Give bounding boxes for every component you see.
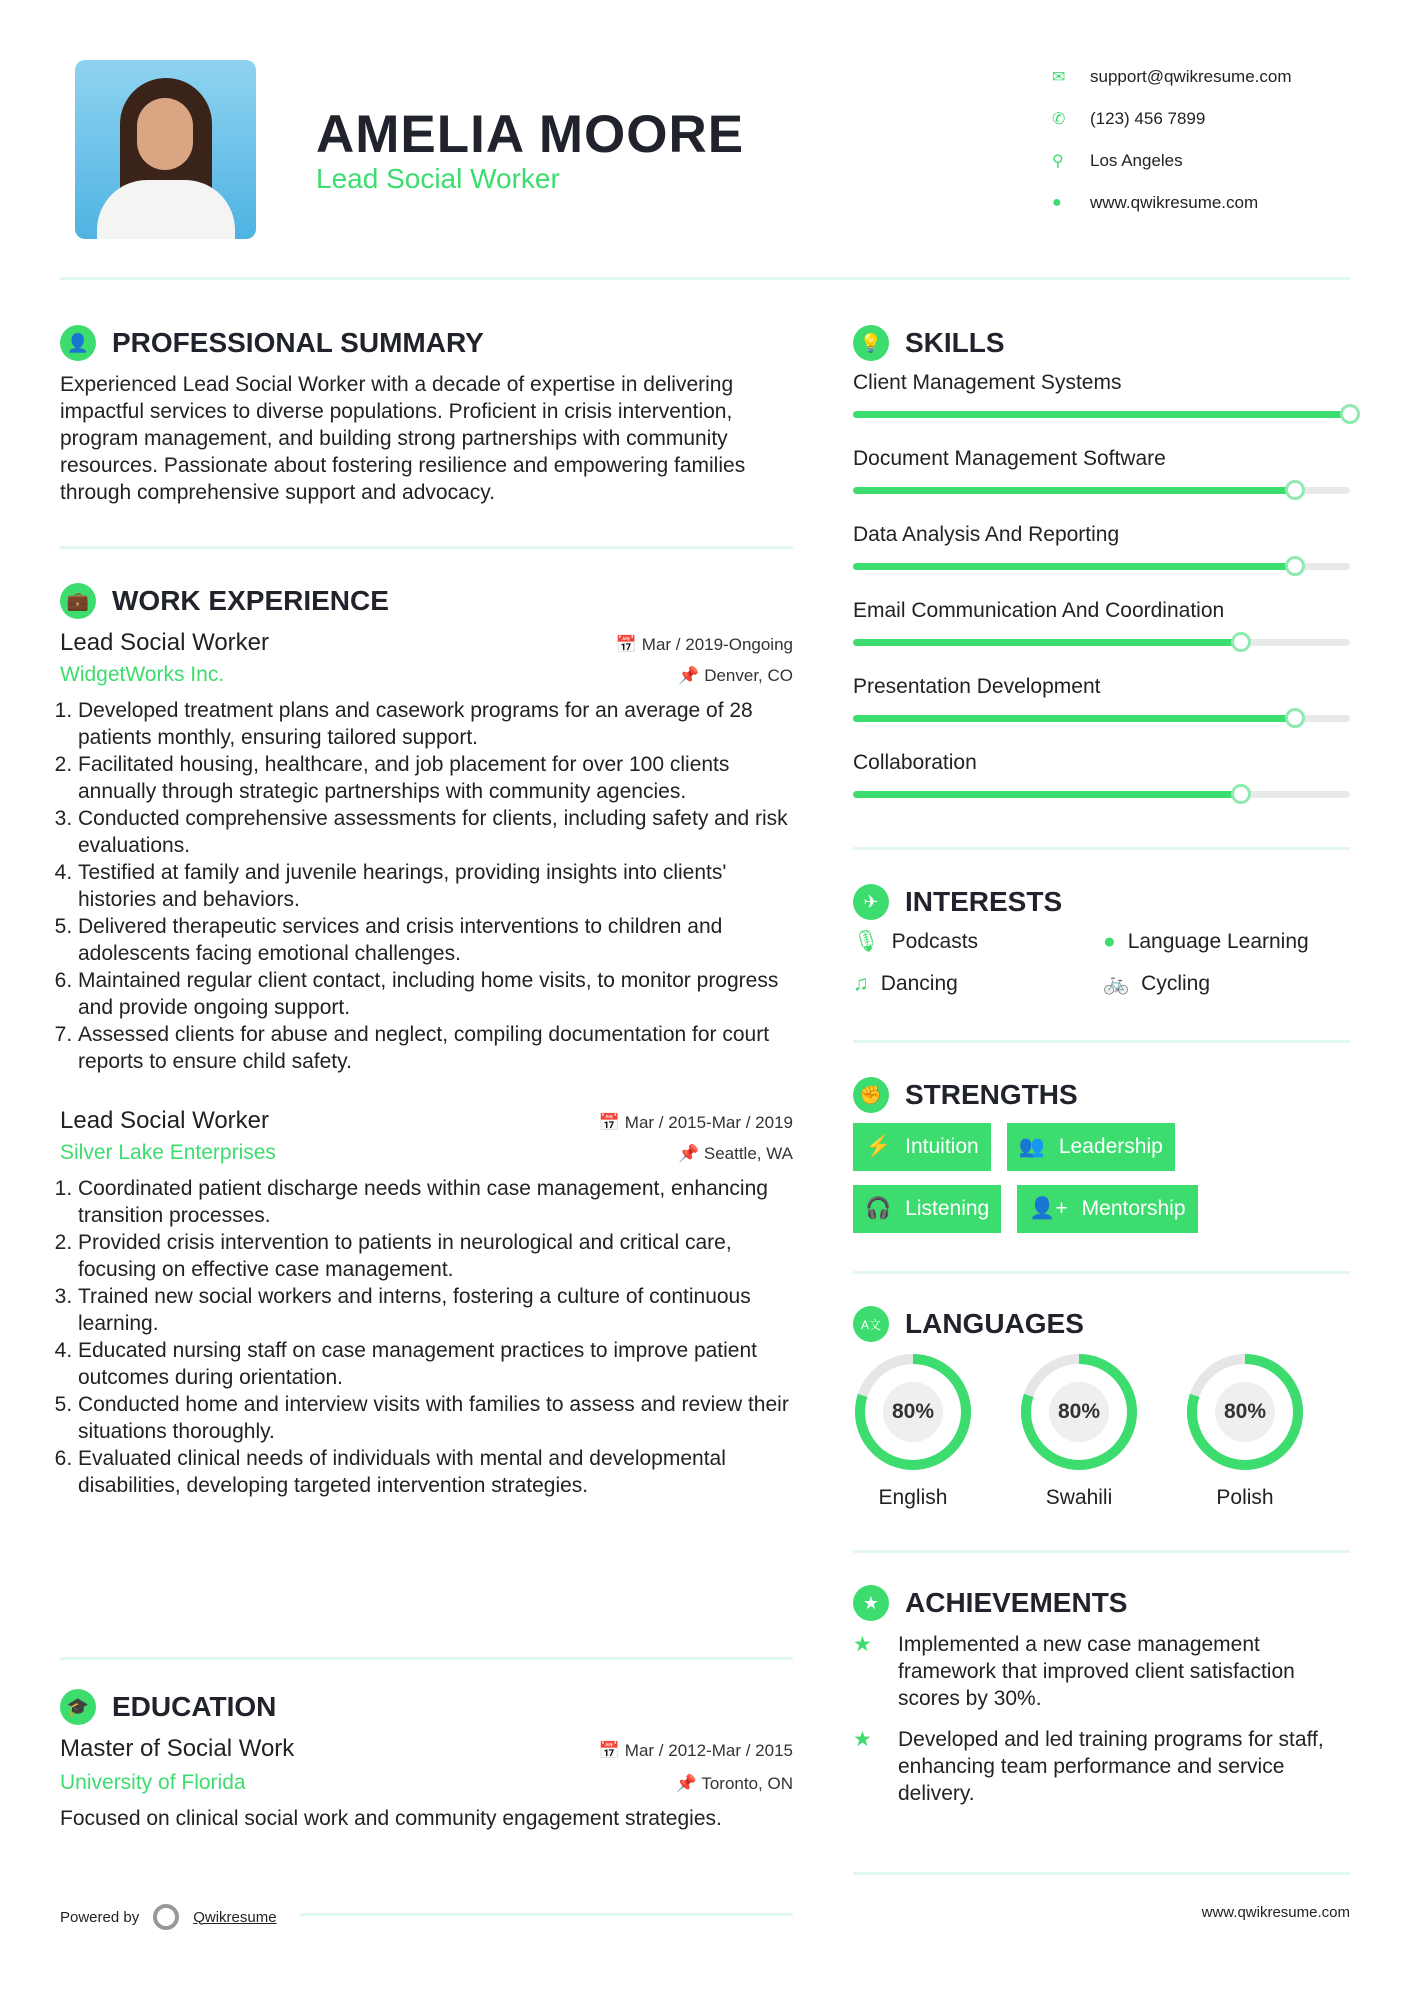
skill-knob [1285,708,1305,728]
education-heading [60,1687,793,1727]
skill-fill [853,715,1295,722]
language-label: Polish [1216,1486,1274,1509]
divider [853,1872,1350,1875]
achievements-heading [853,1583,1350,1623]
section-title: SKILLS [905,327,1005,358]
interest-label: Podcasts [891,930,979,953]
list-item: 7. Assessed clients for abuse and neglect, compiling documentation for court reports to ensure child safety. [78,1021,793,1075]
education-section [60,1687,793,1832]
company-name: WidgetWorks Inc. [60,663,225,686]
skill-label: Collaboration [853,751,977,774]
job-date [599,1113,793,1133]
skill-label: Client Management Systems [853,371,1122,394]
education-location [676,1774,793,1794]
divider [60,546,793,549]
date-text: Mar / 2015-Mar / 2019 [624,1113,793,1132]
job-title: Lead Social Worker [60,629,269,656]
languages-list [853,1352,1350,1510]
school-name: University of Florida [60,1771,246,1794]
globe-icon: ● [1103,930,1116,953]
strength-label: Mentorship [1081,1197,1186,1220]
date-text: Mar / 2019-Ongoing [641,635,793,654]
skill-item [853,675,1350,751]
job-title: Lead Social Worker [60,1107,269,1134]
language-item [1185,1352,1305,1510]
list-item: 6. Maintained regular client contact, including home visits, to monitor progress and provide ongoing support. [78,967,793,1021]
interests-list [853,930,1350,996]
company-name: Silver Lake Enterprises [60,1141,276,1164]
skill-fill [853,639,1241,646]
star-icon: ★ [853,1728,872,1751]
education-description: Focused on clinical social work and community engagement strategies. [60,1807,722,1830]
calendar-icon: 📅 [598,1113,625,1132]
language-percent: 80% [1223,1400,1267,1423]
lightbulb-icon: 💡 [853,325,889,361]
interest-item [1103,972,1353,996]
contact-email[interactable] [1052,56,1292,98]
footer-url[interactable]: www.qwikresume.com [1201,1904,1350,1921]
date-text: Mar / 2012-Mar / 2015 [624,1741,793,1760]
skill-label: Email Communication And Coordination [853,599,1225,622]
footer-divider [300,1913,793,1916]
list-item: 5. Conducted home and interview visits with families to assess and review their situations thoroughly. [78,1391,793,1445]
language-label: Swahili [1045,1486,1113,1509]
interests-heading [853,882,1350,922]
summary-heading [60,323,793,363]
headphones-icon: 🎧 [865,1197,892,1220]
candidate-name: AMELIA MOORE [316,105,745,164]
location-text: Seattle, WA [703,1144,793,1163]
location-text: Toronto, ON [701,1774,793,1793]
users-icon: 👥 [1018,1135,1045,1158]
section-title: EDUCATION [112,1691,277,1722]
job-responsibilities [60,1175,793,1499]
skill-bar [853,715,1350,722]
contact-text: (123) 456 7899 [1090,109,1206,128]
left-column [60,323,793,1499]
right-column [853,323,1350,1821]
strength-label: Intuition [905,1135,979,1158]
header-divider [60,277,1350,280]
job-date [616,635,793,655]
skill-item [853,447,1350,523]
interest-label: Cycling [1141,972,1211,995]
skill-fill [853,487,1295,494]
contact-text: www.qwikresume.com [1090,193,1259,212]
footer-powered [60,1904,277,1930]
job-entry [60,629,793,1075]
contact-phone [1052,98,1292,140]
map-pin-icon: ⚲ [1052,153,1064,170]
globe-icon: ● [1052,194,1062,211]
skill-item [853,751,1350,827]
list-item: 6. Evaluated clinical needs of individuals with mental and developmental disabilities, developing targeted intervention strategies. [78,1445,793,1499]
list-item: 1. Coordinated patient discharge needs within case management, enhancing transition processes. [78,1175,793,1229]
strength-tag [1007,1123,1175,1171]
location-text: Denver, CO [704,666,793,685]
paper-plane-icon: ✈ [853,884,889,920]
user-plus-icon: 👤+ [1029,1197,1068,1220]
interest-label: Dancing [880,972,958,995]
skill-bar [853,791,1350,798]
pin-icon: 📌 [677,1144,704,1163]
skill-knob [1231,632,1251,652]
section-title: ACHIEVEMENTS [905,1587,1128,1618]
graduation-cap-icon: 🎓 [60,1689,96,1725]
pin-icon: 📌 [678,666,705,685]
strength-tag [853,1185,1001,1233]
divider [60,1657,793,1660]
job-location [678,666,793,686]
music-note-icon: ♫ [853,972,869,995]
microphone-icon: 🎙 [853,930,880,953]
strength-tag [853,1123,991,1171]
contact-location [1052,140,1292,182]
job-entry [60,1107,793,1499]
language-icon: A文 [853,1306,889,1342]
job-responsibilities [60,697,793,1075]
strengths-heading [853,1075,1350,1115]
divider [853,1271,1350,1274]
contact-text: support@qwikresume.com [1090,67,1292,86]
divider [853,1550,1350,1553]
skill-label: Data Analysis And Reporting [853,523,1120,546]
section-title: INTERESTS [905,886,1063,917]
fist-icon: ✊ [853,1077,889,1113]
profile-photo [75,60,256,239]
section-title: LANGUAGES [905,1308,1084,1339]
list-item: 3. Conducted comprehensive assessments for clients, including safety and risk evaluations. [78,805,793,859]
calendar-icon: 📅 [615,635,642,654]
powered-by-text: Powered by [60,1908,140,1926]
skill-bar [853,487,1350,494]
skill-label: Document Management Software [853,447,1166,470]
achievement-text: Developed and led training programs for staff, enhancing team performance and service delivery. [898,1728,1324,1805]
briefcase-icon: 💼 [60,583,96,619]
pin-icon: 📌 [675,1774,702,1793]
section-title: PROFESSIONAL SUMMARY [112,327,484,358]
list-item: 2. Provided crisis intervention to patients in neurological and critical care, focusing on effective case management. [78,1229,793,1283]
language-label: English [878,1486,948,1509]
language-item [853,1352,973,1510]
languages-heading [853,1304,1350,1344]
skill-bar [853,639,1350,646]
degree: Master of Social Work [60,1735,295,1762]
brand-link[interactable]: Qwikresume [193,1908,277,1926]
section-title: STRENGTHS [905,1079,1078,1110]
education-date [599,1741,793,1761]
skill-fill [853,791,1241,798]
calendar-icon: 📅 [598,1741,625,1760]
skill-knob [1231,784,1251,804]
phone-icon: ✆ [1052,111,1066,128]
achievement-item [853,1631,1350,1712]
contact-website[interactable] [1052,182,1292,224]
interest-item [853,972,1103,996]
user-icon: 👤 [60,325,96,361]
achievement-text: Implemented a new case management framework that improved client satisfaction scores by 30%. [898,1633,1295,1710]
skill-fill [853,563,1295,570]
skill-knob [1285,480,1305,500]
language-item [1019,1352,1139,1510]
language-percent: 80% [891,1400,935,1423]
strengths-list [853,1123,1273,1233]
skill-bar [853,411,1350,418]
skills-list [853,371,1350,827]
experience-heading [60,581,793,621]
skill-knob [1285,556,1305,576]
skill-label: Presentation Development [853,675,1101,698]
skill-fill [853,411,1350,418]
skill-item [853,599,1350,675]
divider [853,847,1350,850]
qwikresume-logo-icon [153,1904,179,1930]
skill-item [853,371,1350,447]
summary-text: Experienced Lead Social Worker with a decade of expertise in delivering impactful services to diverse populations. Proficient in crisis intervention, program management, and building strong partnerships with community resources. Passionate about fostering resilience and empowering families through comprehensive support and advocacy. [60,373,746,504]
skill-item [853,523,1350,599]
candidate-title: Lead Social Worker [316,163,560,194]
interest-item [1103,930,1353,954]
skill-bar [853,563,1350,570]
bicycle-icon: 🚲 [1103,972,1130,995]
list-item: 4. Testified at family and juvenile hearings, providing insights into clients' histories and behaviors. [78,859,793,913]
list-item: 3. Trained new social workers and interns, fostering a culture of continuous learning. [78,1283,793,1337]
interest-label: Language Learning [1127,930,1309,953]
strength-label: Listening [905,1197,990,1220]
envelope-icon: ✉ [1052,69,1066,86]
achievement-item [853,1726,1350,1807]
list-item: 4. Educated nursing staff on case management practices to improve patient outcomes during orientation. [78,1337,793,1391]
list-item: 1. Developed treatment plans and casework programs for an average of 28 patients monthly, ensuring tailored support. [78,697,793,751]
skills-heading [853,323,1350,363]
job-location [678,1144,793,1164]
strength-tag [1017,1185,1197,1233]
list-item: 5. Delivered therapeutic services and crisis interventions to children and adolescents facing emotional challenges. [78,913,793,967]
star-icon: ★ [853,1585,889,1621]
language-percent: 80% [1057,1400,1101,1423]
contact-text: Los Angeles [1090,151,1183,170]
contact-list [1052,56,1292,224]
skill-knob [1340,404,1360,424]
section-title: WORK EXPERIENCE [112,585,389,616]
interest-item [853,930,1103,954]
magic-wand-icon: ⚡ [865,1135,892,1158]
list-item: 2. Facilitated housing, healthcare, and job placement for over 100 clients annually through strategic partnerships with community agencies. [78,751,793,805]
star-icon: ★ [853,1633,872,1656]
divider [853,1040,1350,1043]
strength-label: Leadership [1058,1135,1163,1158]
